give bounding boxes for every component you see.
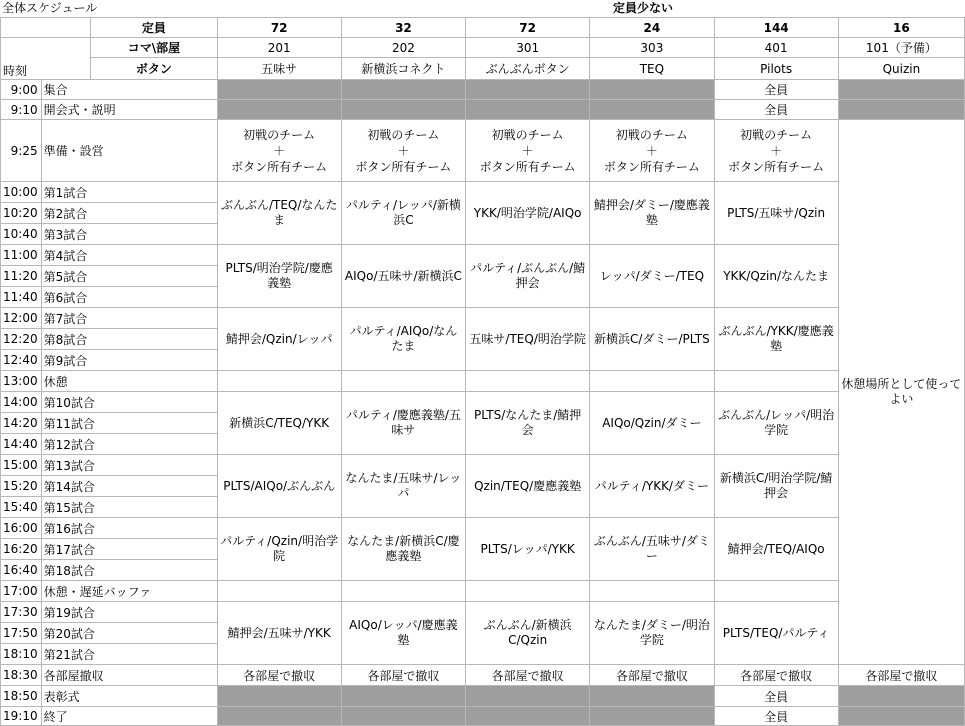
capacity-cell: 144 bbox=[714, 18, 838, 38]
time-cell: 18:30 bbox=[1, 665, 42, 686]
table-row bbox=[1, 308, 965, 329]
button-label: ボタン bbox=[91, 58, 217, 80]
unused-cell bbox=[341, 686, 465, 707]
unused-cell bbox=[341, 100, 465, 120]
slot-label: 準備・設営 bbox=[41, 120, 217, 182]
match-assignment: PLTS/AIQo/ぶんぶん bbox=[217, 455, 341, 518]
empty-cell bbox=[466, 581, 590, 602]
capacity-cell: 16 bbox=[838, 18, 964, 38]
prep-cell: 初戦のチーム ＋ ボタン所有チーム bbox=[341, 120, 465, 182]
capacity-cell: 32 bbox=[341, 18, 465, 38]
unused-cell bbox=[466, 686, 590, 707]
match-assignment: なんたま/ダミー/明治学院 bbox=[590, 602, 714, 665]
empty-cell bbox=[217, 581, 341, 602]
capacity-note: 定員少ない bbox=[613, 1, 674, 15]
empty-cell bbox=[714, 581, 838, 602]
unused-cell bbox=[838, 707, 964, 726]
unused-cell bbox=[466, 80, 590, 100]
time-cell: 11:20 bbox=[1, 266, 42, 287]
table-row bbox=[1, 100, 965, 120]
slot-label: 第1試合 bbox=[41, 182, 217, 203]
table-row bbox=[1, 80, 965, 100]
room-cell: 303 bbox=[590, 38, 714, 58]
time-cell: 18:10 bbox=[1, 644, 42, 665]
time-cell: 16:40 bbox=[1, 560, 42, 581]
slot-label: 第4試合 bbox=[41, 245, 217, 266]
time-cell: 14:40 bbox=[1, 434, 42, 455]
match-assignment: ぶんぶん/新横浜C/Qzin bbox=[466, 602, 590, 665]
unused-cell bbox=[838, 686, 964, 707]
time-cell: 12:40 bbox=[1, 350, 42, 371]
slot-label: 各部屋撤収 bbox=[41, 665, 217, 686]
table-row bbox=[1, 371, 965, 392]
slot-label: 第3試合 bbox=[41, 224, 217, 245]
match-assignment: PLTS/明治学院/慶應義塾 bbox=[217, 245, 341, 308]
empty-cell bbox=[217, 371, 341, 392]
match-assignment: 五味サ/TEQ/明治学院 bbox=[466, 308, 590, 371]
time-cell: 16:20 bbox=[1, 539, 42, 560]
time-cell: 19:10 bbox=[1, 707, 42, 726]
time-cell: 9:00 bbox=[1, 80, 42, 100]
table-row bbox=[1, 581, 965, 602]
time-cell: 14:20 bbox=[1, 413, 42, 434]
room-cell: 101（予備） bbox=[838, 38, 964, 58]
table-row bbox=[1, 707, 965, 726]
cleanup-cell: 各部屋で撤収 bbox=[714, 665, 838, 686]
unused-cell bbox=[217, 80, 341, 100]
unused-cell bbox=[217, 686, 341, 707]
slot-label: 第15試合 bbox=[41, 497, 217, 518]
match-assignment: YKK/明治学院/AIQo bbox=[466, 182, 590, 245]
unused-cell bbox=[590, 686, 714, 707]
match-assignment: PLTS/TEQ/パルティ bbox=[714, 602, 838, 665]
match-assignment: 新横浜C/明治学院/鯖押会 bbox=[714, 455, 838, 518]
match-assignment: パルティ/AIQo/なんたま bbox=[341, 308, 465, 371]
unused-cell bbox=[217, 100, 341, 120]
slot-label: 第16試合 bbox=[41, 518, 217, 539]
match-assignment: パルティ/Qzin/明治学院 bbox=[217, 518, 341, 581]
unused-cell bbox=[838, 100, 964, 120]
empty-cell bbox=[714, 371, 838, 392]
time-cell: 15:00 bbox=[1, 455, 42, 476]
match-assignment: 鯖押会/TEQ/AIQo bbox=[714, 518, 838, 581]
match-assignment: レッパ/ダミー/TEQ bbox=[590, 245, 714, 308]
capacity-cell: 72 bbox=[466, 18, 590, 38]
slot-label: 休憩・遅延バッファ bbox=[41, 581, 217, 602]
unused-cell bbox=[341, 80, 465, 100]
match-assignment: パルティ/慶應義塾/五味サ bbox=[341, 392, 465, 455]
time-cell: 15:40 bbox=[1, 497, 42, 518]
unused-cell bbox=[590, 80, 714, 100]
match-assignment: AIQo/五味サ/新横浜C bbox=[341, 245, 465, 308]
capacity-cell: 24 bbox=[590, 18, 714, 38]
time-cell: 9:25 bbox=[1, 120, 42, 182]
slot-label: 第9試合 bbox=[41, 350, 217, 371]
slot-label: 第14試合 bbox=[41, 476, 217, 497]
slot-label: 第2試合 bbox=[41, 203, 217, 224]
slot-label: 表彰式 bbox=[41, 686, 217, 707]
button-cell: Quizin bbox=[838, 58, 964, 80]
match-assignment: Qzin/TEQ/慶應義塾 bbox=[466, 455, 590, 518]
time-cell: 14:00 bbox=[1, 392, 42, 413]
button-cell: TEQ bbox=[590, 58, 714, 80]
button-cell: Pilots bbox=[714, 58, 838, 80]
unused-cell bbox=[341, 707, 465, 726]
match-assignment: PLTS/五味サ/Qzin bbox=[714, 182, 838, 245]
time-cell: 13:00 bbox=[1, 371, 42, 392]
unused-cell bbox=[590, 707, 714, 726]
slot-label: 第11試合 bbox=[41, 413, 217, 434]
table-row bbox=[1, 455, 965, 476]
slot-label: 第19試合 bbox=[41, 602, 217, 623]
prep-cell: 初戦のチーム ＋ ボタン所有チーム bbox=[466, 120, 590, 182]
slot-label: 第8試合 bbox=[41, 329, 217, 350]
all-members-cell: 全員 bbox=[714, 707, 838, 726]
all-members-cell: 全員 bbox=[714, 100, 838, 120]
match-assignment: 新横浜C/ダミー/PLTS bbox=[590, 308, 714, 371]
time-cell: 10:20 bbox=[1, 203, 42, 224]
table-row bbox=[1, 665, 965, 686]
match-assignment: AIQo/レッパ/慶應義塾 bbox=[341, 602, 465, 665]
time-cell: 17:00 bbox=[1, 581, 42, 602]
slot-label: 第5試合 bbox=[41, 266, 217, 287]
room-label: コマ\部屋 bbox=[91, 38, 217, 58]
empty-cell bbox=[590, 581, 714, 602]
room-cell: 202 bbox=[341, 38, 465, 58]
match-assignment: ぶんぶん/YKK/慶應義塾 bbox=[714, 308, 838, 371]
match-assignment: パルティ/レッパ/新横浜C bbox=[341, 182, 465, 245]
slot-label: 第18試合 bbox=[41, 560, 217, 581]
time-cell: 16:00 bbox=[1, 518, 42, 539]
cleanup-cell: 各部屋で撤収 bbox=[341, 665, 465, 686]
slot-label: 第21試合 bbox=[41, 644, 217, 665]
match-assignment: パルティ/ぶんぶん/鯖押会 bbox=[466, 245, 590, 308]
match-assignment: YKK/Qzin/なんたま bbox=[714, 245, 838, 308]
time-cell: 12:00 bbox=[1, 308, 42, 329]
time-cell: 17:30 bbox=[1, 602, 42, 623]
rest-area-cell: 休憩場所として使ってよい bbox=[838, 120, 964, 665]
match-assignment: ぶんぶん/TEQ/なんたま bbox=[217, 182, 341, 245]
match-assignment: PLTS/なんたま/鯖押会 bbox=[466, 392, 590, 455]
match-assignment: ぶんぶん/五味サ/ダミー bbox=[590, 518, 714, 581]
cleanup-cell: 各部屋で撤収 bbox=[590, 665, 714, 686]
table-row bbox=[1, 182, 965, 203]
prep-cell: 初戦のチーム ＋ ボタン所有チーム bbox=[590, 120, 714, 182]
slot-label: 第7試合 bbox=[41, 308, 217, 329]
empty-cell bbox=[466, 371, 590, 392]
match-assignment: パルティ/YKK/ダミー bbox=[590, 455, 714, 518]
slot-label: 開会式・説明 bbox=[41, 100, 217, 120]
slot-label: 第6試合 bbox=[41, 287, 217, 308]
match-assignment: 鯖押会/五味サ/YKK bbox=[217, 602, 341, 665]
time-cell: 18:50 bbox=[1, 686, 42, 707]
unused-cell bbox=[466, 100, 590, 120]
table-row bbox=[1, 392, 965, 413]
slot-label: 第13試合 bbox=[41, 455, 217, 476]
unused-cell bbox=[466, 707, 590, 726]
time-cell: 10:00 bbox=[1, 182, 42, 203]
match-assignment: PLTS/レッパ/YKK bbox=[466, 518, 590, 581]
button-cell: ぶんぶんボタン bbox=[466, 58, 590, 80]
slot-label: 第20試合 bbox=[41, 623, 217, 644]
match-assignment: AIQo/Qzin/ダミー bbox=[590, 392, 714, 455]
schedule-table bbox=[0, 17, 965, 726]
unused-cell bbox=[217, 707, 341, 726]
match-assignment: なんたま/新横浜C/慶應義塾 bbox=[341, 518, 465, 581]
time-label: 時刻 bbox=[1, 38, 91, 80]
capacity-label: 定員 bbox=[91, 18, 217, 38]
room-cell: 401 bbox=[714, 38, 838, 58]
prep-cell: 初戦のチーム ＋ ボタン所有チーム bbox=[217, 120, 341, 182]
match-assignment: 鯖押会/ダミー/慶應義塾 bbox=[590, 182, 714, 245]
cleanup-cell: 各部屋で撤収 bbox=[217, 665, 341, 686]
match-assignment: なんたま/五味サ/レッパ bbox=[341, 455, 465, 518]
slot-label: 休憩 bbox=[41, 371, 217, 392]
button-cell: 五味サ bbox=[217, 58, 341, 80]
empty-cell bbox=[341, 371, 465, 392]
time-cell: 12:20 bbox=[1, 329, 42, 350]
slot-label: 集合 bbox=[41, 80, 217, 100]
empty-cell bbox=[590, 371, 714, 392]
time-cell: 10:40 bbox=[1, 224, 42, 245]
unused-cell bbox=[838, 80, 964, 100]
all-members-cell: 全員 bbox=[714, 686, 838, 707]
table-row bbox=[1, 518, 965, 539]
slot-label: 第12試合 bbox=[41, 434, 217, 455]
match-assignment: ぶんぶん/レッパ/明治学院 bbox=[714, 392, 838, 455]
room-cell: 301 bbox=[466, 38, 590, 58]
time-cell: 11:00 bbox=[1, 245, 42, 266]
slot-label: 第17試合 bbox=[41, 539, 217, 560]
capacity-cell: 72 bbox=[217, 18, 341, 38]
slot-label: 第10試合 bbox=[41, 392, 217, 413]
room-cell: 201 bbox=[217, 38, 341, 58]
prep-cell: 初戦のチーム ＋ ボタン所有チーム bbox=[714, 120, 838, 182]
table-row bbox=[1, 245, 965, 266]
empty-cell bbox=[341, 581, 465, 602]
all-members-cell: 全員 bbox=[714, 80, 838, 100]
match-assignment: 鯖押会/Qzin/レッパ bbox=[217, 308, 341, 371]
time-cell: 9:10 bbox=[1, 100, 42, 120]
sheet-title: 全体スケジュール bbox=[2, 1, 98, 15]
match-assignment: 新横浜C/TEQ/YKK bbox=[217, 392, 341, 455]
time-cell: 15:20 bbox=[1, 476, 42, 497]
button-cell: 新横浜コネクト bbox=[341, 58, 465, 80]
table-row bbox=[1, 120, 965, 182]
cleanup-cell: 各部屋で撤収 bbox=[838, 665, 964, 686]
corner-cell bbox=[1, 18, 91, 38]
sheet-title-row bbox=[0, 0, 965, 17]
slot-label: 終了 bbox=[41, 707, 217, 726]
table-row bbox=[1, 686, 965, 707]
table-row bbox=[1, 602, 965, 623]
unused-cell bbox=[590, 100, 714, 120]
time-cell: 11:40 bbox=[1, 287, 42, 308]
time-cell: 17:50 bbox=[1, 623, 42, 644]
cleanup-cell: 各部屋で撤収 bbox=[466, 665, 590, 686]
